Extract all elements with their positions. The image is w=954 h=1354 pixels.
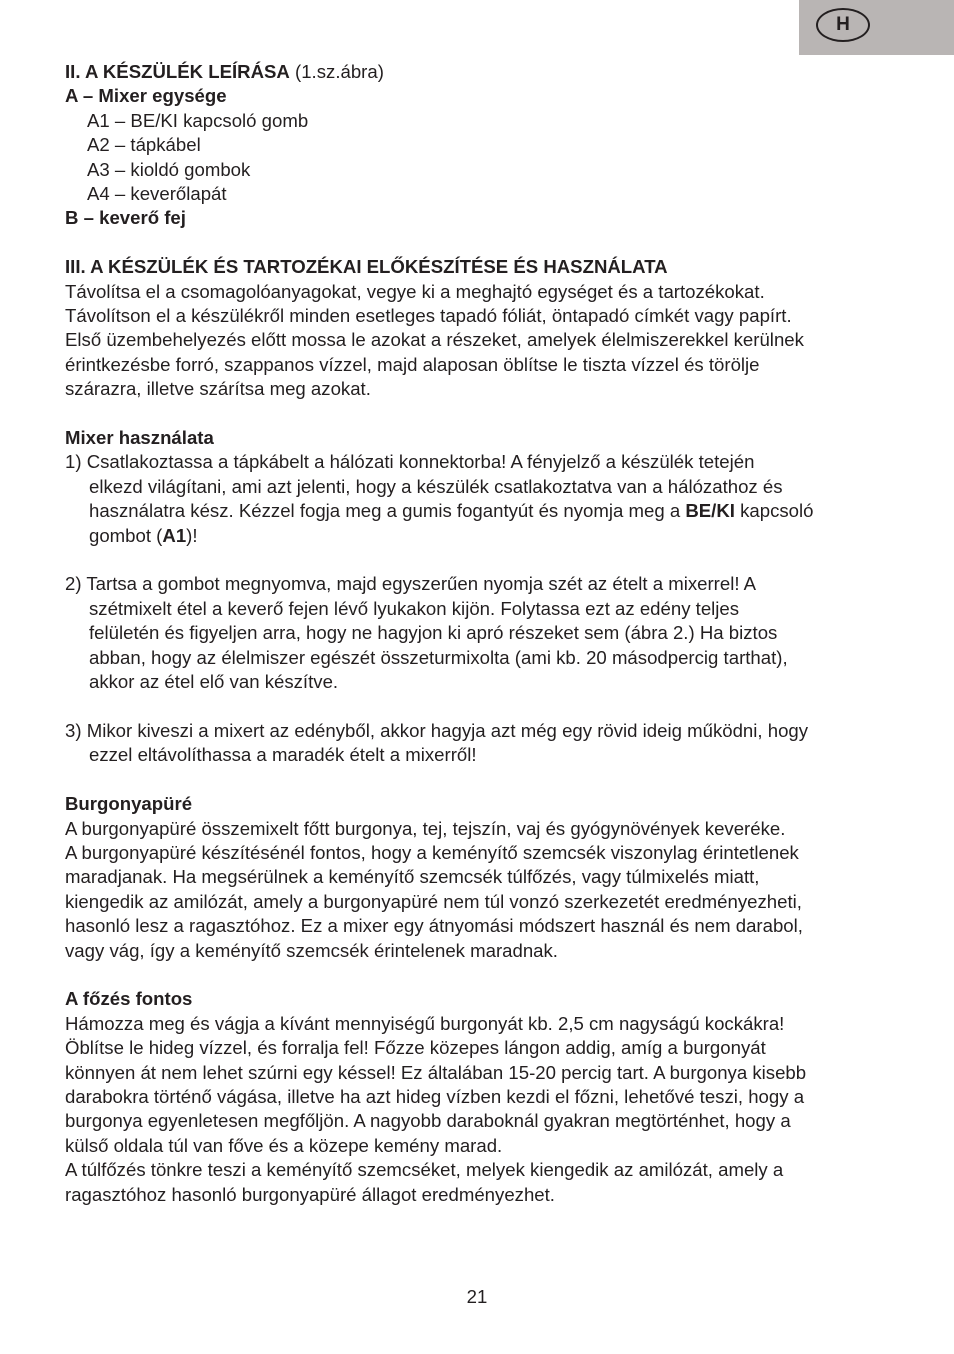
step-2-line: 2) Tartsa a gombot megnyomva, majd egyszerűen nyomja szét az ételt a mixerrel! A bbox=[65, 573, 757, 595]
paragraph-line: Öblítse le hideg vízzel, és forralja fel! Főzze közepes lángon addig, amíg a burgonyát bbox=[65, 1037, 766, 1059]
section-3-heading: III. A KÉSZÜLÉK ÉS TARTOZÉKAI ELŐKÉSZÍTÉSE ÉS HASZNÁLATA bbox=[65, 256, 668, 278]
paragraph-line: Távolítson el a készülékről minden esetleges tapadó fóliát, öntapadó címkét vagy papírt. bbox=[65, 305, 792, 327]
paragraph-line: darabokra történő vágása, illetve ha azt hideg vízben kezdi el főzni, lehetővé teszi, hogy a bbox=[65, 1085, 805, 1107]
subsection-b-heading: B – keverő fej bbox=[65, 207, 186, 229]
paragraph-line: külső oldala túl van főve és a közepe kemény marad. bbox=[65, 1134, 503, 1156]
paragraph-line: maradjanak. Ha megsérülnek a keményítő szemcsék túlfőzés, vagy túlmixelés miatt, bbox=[65, 866, 760, 888]
paragraph-line: burgonya egyenletesen megfőljön. A nagyobb daraboknál gyakran megtörténhet, hogy a bbox=[65, 1110, 791, 1132]
paragraph-line: hasonló lesz a ragasztóhoz. Ez a mixer egy átnyomási módszert használ és nem darabol, bbox=[65, 915, 803, 937]
step-3-line: 3) Mikor kiveszi a mixert az edényből, akkor hagyja azt még egy rövid ideig működni, hogy bbox=[65, 719, 809, 741]
step-2-line: szétmixelt étel a keverő fejen lévő lyukakon kijön. Folytassa ezt az edény teljes bbox=[89, 597, 740, 619]
step-2-line: akkor az étel elő van készítve. bbox=[89, 671, 339, 693]
cooking-heading: A főzés fontos bbox=[65, 988, 193, 1010]
paragraph-line: szárazra, illetve szárítsa meg azokat. bbox=[65, 378, 371, 400]
paragraph-line: Első üzembehelyezés előtt mossa le azokat a részeket, amelyek élelmiszerekkel kerülnek bbox=[65, 329, 804, 351]
step-1-line: használatra kész. Kézzel fogja meg a gumis fogantyút és nyomja meg a BE/KI kapcsoló bbox=[89, 500, 814, 522]
step-1-line: elkezd világítani, ami azt jelenti, hogy a készülék csatlakoztatva van a hálózathoz és bbox=[89, 475, 783, 497]
section-2-heading: II. A KÉSZÜLÉK LEÍRÁSA (1.sz.ábra) bbox=[65, 61, 384, 82]
subsection-a-heading: A – Mixer egysége bbox=[65, 85, 227, 107]
page-number: 21 bbox=[466, 1286, 488, 1307]
step-2-line: abban, hogy az élelmiszer egészét összeturmixolta (ami kb. 20 másodpercig tarthat), bbox=[89, 646, 788, 668]
list-item: A3 – kioldó gombok bbox=[87, 158, 251, 180]
paragraph-line: kiengedik az amilózát, amely a burgonyapüré nem túl vonzó szerkezetét eredményezheti, bbox=[65, 890, 802, 912]
paragraph-line: A túlfőzés tönkre teszi a keményítő szemcséket, melyek kiengedik az amilózát, amely a bbox=[65, 1159, 784, 1181]
language-badge: H bbox=[816, 8, 870, 42]
step-2-line: felületén és figyeljen arra, hogy ne hagyjon ki apró részeket sem (ábra 2.) Ha biztos bbox=[89, 622, 778, 644]
step-1-line: gombot (A1)! bbox=[89, 524, 198, 546]
step-3-line: ezzel eltávolíthassa a maradék ételt a mixerről! bbox=[89, 744, 477, 766]
paragraph-line: Távolítsa el a csomagolóanyagokat, vegye ki a meghajtó egységet és a tartozékokat. bbox=[65, 280, 765, 302]
language-tab bbox=[799, 0, 954, 55]
step-1-line: 1) Csatlakoztassa a tápkábelt a hálózati konnektorba! A fényjelző a készülék tetején bbox=[65, 451, 755, 473]
list-item: A1 – BE/KI kapcsoló gomb bbox=[87, 109, 309, 131]
paragraph-line: könnyen át nem lehet szúrni egy késsel! Ez általában 15-20 percig tart. A burgonya kisebb bbox=[65, 1061, 807, 1083]
paragraph-line: ragasztóhoz hasonló burgonyapüré állagot eredményezhet. bbox=[65, 1183, 555, 1205]
page-content bbox=[65, 60, 895, 1207]
pure-heading: Burgonyapüré bbox=[65, 793, 193, 815]
mixer-usage-heading: Mixer használata bbox=[65, 427, 214, 449]
paragraph-line: vagy vág, így a keményítő szemcsék érintelenek maradnak. bbox=[65, 939, 558, 961]
list-item: A2 – tápkábel bbox=[87, 134, 201, 156]
paragraph-line: érintkezésbe forró, szappanos vízzel, majd alaposan öblítse le tiszta vízzel és törölje bbox=[65, 353, 760, 375]
paragraph-line: A burgonyapüré készítésénél fontos, hogy a keményítő szemcsék viszonylag érintetlenek bbox=[65, 841, 799, 863]
paragraph-line: Hámozza meg és vágja a kívánt mennyiségű burgonyát kb. 2,5 cm nagyságú kockákra! bbox=[65, 1012, 785, 1034]
paragraph-line: A burgonyapüré összemixelt főtt burgonya, tej, tejszín, vaj és gyógynövények keveréke. bbox=[65, 817, 786, 839]
list-item: A4 – keverőlapát bbox=[87, 183, 227, 205]
